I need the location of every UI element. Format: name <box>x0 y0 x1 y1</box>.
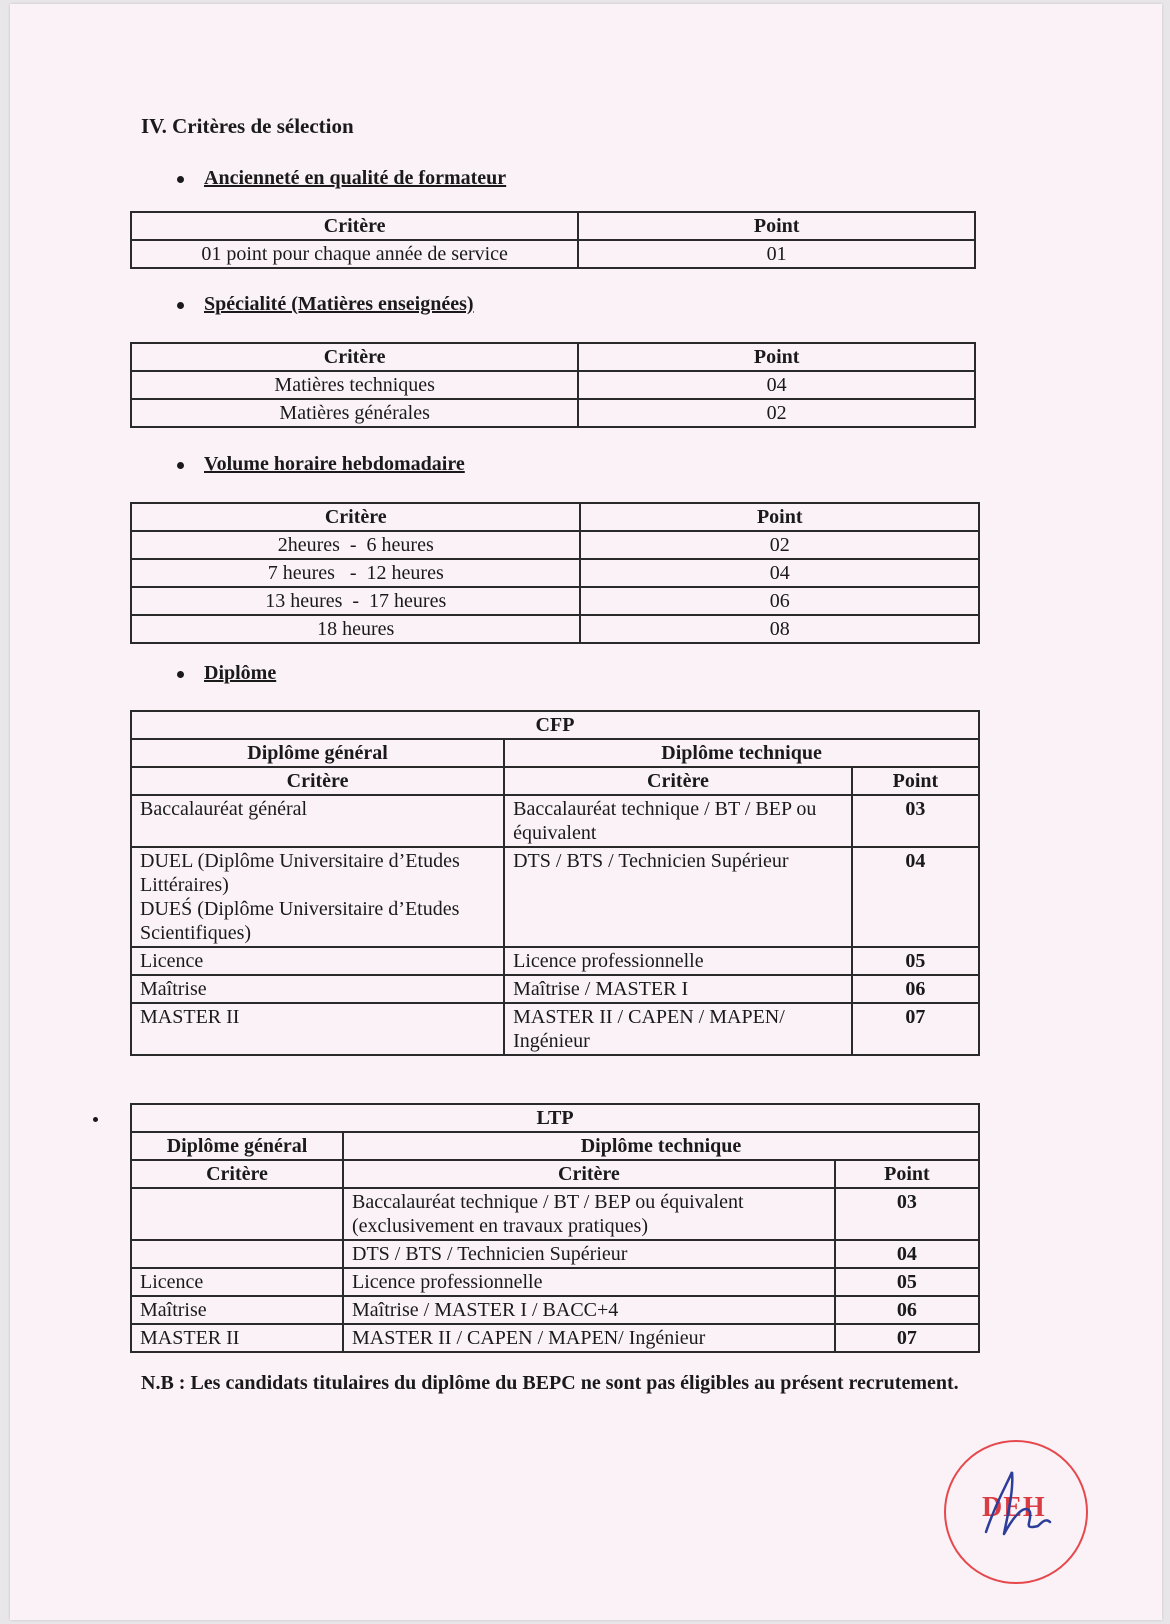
document-page <box>10 4 1162 1620</box>
cell-general <box>131 1188 343 1240</box>
group-header-technique: Diplôme technique <box>504 739 979 767</box>
col-header-critere: Critère <box>504 767 852 795</box>
cell-general: Baccalauréat général <box>131 795 504 847</box>
stamp-text: DEH <box>982 1492 1046 1523</box>
cell-point: 04 <box>852 847 979 947</box>
cell-technique: MASTER II / CAPEN / MAPEN/ Ingénieur <box>504 1003 852 1055</box>
col-header-critere: Critère <box>343 1160 835 1188</box>
col-header-critere: Critère <box>131 767 504 795</box>
bullet-icon <box>177 462 184 469</box>
cell-critere: 01 point pour chaque année de service <box>131 240 578 268</box>
cell-technique: Maîtrise / MASTER I / BACC+4 <box>343 1296 835 1324</box>
cell-general-line: DUEL (Diplôme Universitaire d’Etudes Littéraires) <box>140 850 460 896</box>
section-title-anciennete: Ancienneté en qualité de formateur <box>204 167 507 189</box>
cell-technique: DTS / BTS / Technicien Supérieur <box>504 847 852 947</box>
table-row <box>131 847 979 947</box>
bullet-icon <box>177 671 184 678</box>
section-heading: IV. Critères de sélection <box>141 114 354 138</box>
cell-general: Licence <box>131 947 504 975</box>
table-row <box>131 1296 979 1324</box>
table-ltp <box>130 1103 980 1353</box>
table-row <box>131 1240 979 1268</box>
section-title-diplome: Diplôme <box>204 662 277 684</box>
signature-icon <box>946 1442 1086 1582</box>
col-header-critere: Critère <box>131 212 578 240</box>
cell-point: 04 <box>580 559 979 587</box>
table-row <box>131 1188 979 1240</box>
cell-point: 01 <box>578 240 975 268</box>
cell-general <box>131 1240 343 1268</box>
col-header-point: Point <box>835 1160 979 1188</box>
cell-general: MASTER II <box>131 1003 504 1055</box>
table-specialite <box>130 342 976 428</box>
dot-mark-icon <box>93 1117 98 1122</box>
col-header-point: Point <box>578 212 975 240</box>
col-header-critere: Critère <box>131 503 580 531</box>
col-header-critere: Critère <box>131 1160 343 1188</box>
table-row <box>131 531 979 559</box>
cell-technique: MASTER II / CAPEN / MAPEN/ Ingénieur <box>343 1324 835 1352</box>
cell-critere: Matières techniques <box>131 371 578 399</box>
bullet-icon <box>177 302 184 309</box>
cell-point: 07 <box>835 1324 979 1352</box>
bullet-icon <box>177 176 184 183</box>
cell-point: 04 <box>835 1240 979 1268</box>
cell-point: 06 <box>580 587 979 615</box>
official-stamp <box>944 1440 1088 1584</box>
col-header-point: Point <box>852 767 979 795</box>
cell-technique: Licence professionnelle <box>504 947 852 975</box>
cell-point: 02 <box>580 531 979 559</box>
table-row <box>131 615 979 643</box>
table-title-ltp: LTP <box>131 1104 979 1132</box>
table-row <box>131 399 975 427</box>
nb-note: N.B : Les candidats titulaires du diplôme du BEPC ne sont pas éligibles au présent recrutement. <box>141 1372 959 1394</box>
col-header-critere: Critère <box>131 343 578 371</box>
cell-general: Maîtrise <box>131 1296 343 1324</box>
table-row <box>131 795 979 847</box>
table-row <box>131 559 979 587</box>
cell-point: 06 <box>852 975 979 1003</box>
cell-critere: Matières générales <box>131 399 578 427</box>
section-title-specialite: Spécialité (Matières enseignées) <box>204 293 474 315</box>
group-header-general: Diplôme général <box>131 739 504 767</box>
cell-point: 02 <box>578 399 975 427</box>
table-row <box>131 240 975 268</box>
cell-critere: 2heures - 6 heures <box>131 531 580 559</box>
table-row <box>131 947 979 975</box>
table-row <box>131 587 979 615</box>
table-row <box>131 1324 979 1352</box>
cell-point: 04 <box>578 371 975 399</box>
table-row <box>131 371 975 399</box>
table-row <box>131 975 979 1003</box>
cell-technique: Baccalauréat technique / BT / BEP ou équivalent (exclusivement en travaux pratiques) <box>343 1188 835 1240</box>
cell-technique: DTS / BTS / Technicien Supérieur <box>343 1240 835 1268</box>
group-header-general: Diplôme général <box>131 1132 343 1160</box>
table-cfp <box>130 710 980 1056</box>
cell-technique: Licence professionnelle <box>343 1268 835 1296</box>
cell-point: 03 <box>835 1188 979 1240</box>
table-volume <box>130 502 980 644</box>
table-anciennete <box>130 211 976 269</box>
table-row <box>131 1268 979 1296</box>
cell-point: 07 <box>852 1003 979 1055</box>
table-title-cfp: CFP <box>131 711 979 739</box>
cell-critere: 18 heures <box>131 615 580 643</box>
cell-point: 08 <box>580 615 979 643</box>
cell-point: 06 <box>835 1296 979 1324</box>
cell-critere: 7 heures - 12 heures <box>131 559 580 587</box>
cell-general <box>131 847 504 947</box>
cell-point: 05 <box>852 947 979 975</box>
cell-technique: Baccalauréat technique / BT / BEP ou équivalent <box>504 795 852 847</box>
cell-point: 03 <box>852 795 979 847</box>
cell-general: Licence <box>131 1268 343 1296</box>
table-row <box>131 1003 979 1055</box>
col-header-point: Point <box>580 503 979 531</box>
cell-critere: 13 heures - 17 heures <box>131 587 580 615</box>
cell-point: 05 <box>835 1268 979 1296</box>
cell-general: Maîtrise <box>131 975 504 1003</box>
cell-general: MASTER II <box>131 1324 343 1352</box>
cell-general-line: DUEŚ (Diplôme Universitaire d’Etudes Scientifiques) <box>140 898 460 944</box>
group-header-technique: Diplôme technique <box>343 1132 979 1160</box>
col-header-point: Point <box>578 343 975 371</box>
section-title-volume: Volume horaire hebdomadaire <box>204 453 465 475</box>
cell-technique: Maîtrise / MASTER I <box>504 975 852 1003</box>
